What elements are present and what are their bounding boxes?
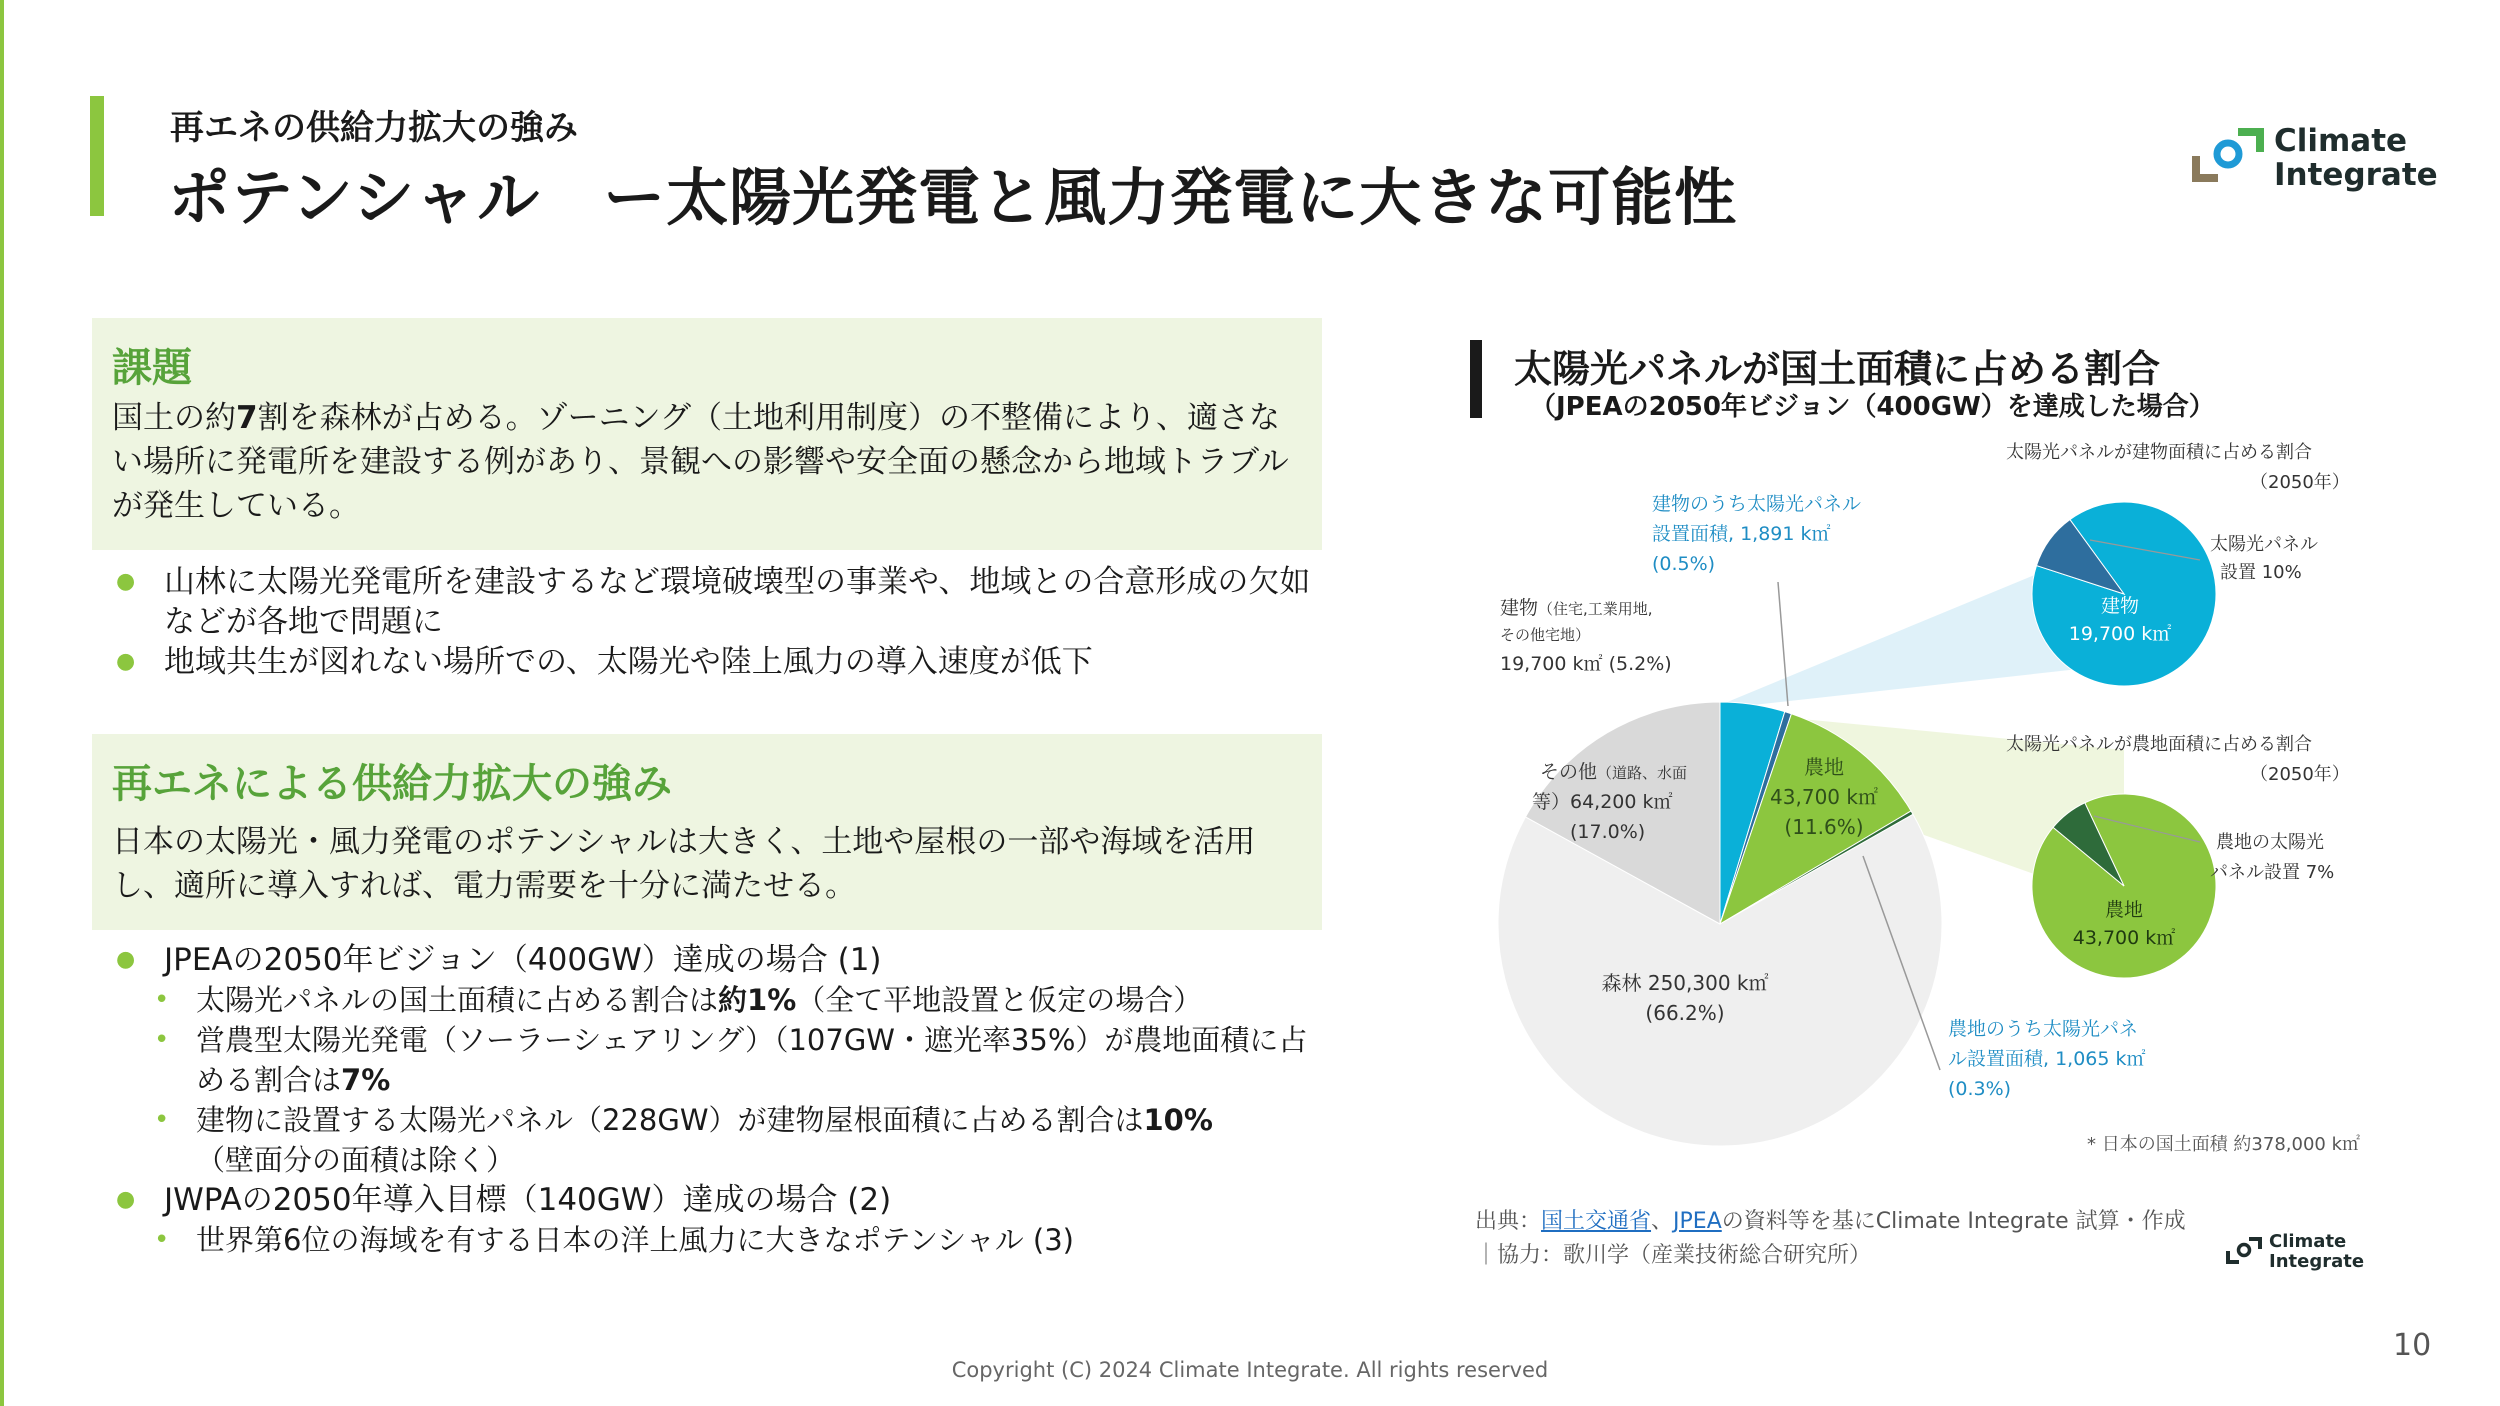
label-farm: 43,700 k㎡ [1770, 785, 1878, 809]
source-sep: 、 [1651, 1209, 1674, 1234]
strength-sub-bullet [112, 980, 1322, 1020]
strength-sub-bullet [112, 1100, 1322, 1180]
page-subtitle: 再エネの供給力拡大の強み [170, 108, 578, 148]
sub-text: 営農型太陽光発電（ソーラーシェアリング）（107GW・遮光率35%）が農地面積に占める割合は [196, 1023, 1308, 1097]
strength-sub-bullet: • 世界第6位の海域を有する日本の洋上風力に大きなポテンシャル (3) [112, 1220, 1322, 1260]
issue-text [112, 396, 1292, 528]
source-link-mlit[interactable]: 国土交通省 [1541, 1209, 1652, 1234]
issue-heading: 課題 [112, 345, 192, 391]
farm-pie [2032, 794, 2216, 978]
building-pie-label: 太陽光パネル [2210, 534, 2318, 555]
page-number: 10 [2393, 1328, 2432, 1363]
farm-pie-center: 43,700 k㎡ [2072, 927, 2176, 949]
label-farm-solar: ル設置面積, 1,065 k㎡ [1948, 1048, 2146, 1070]
label-forest: 森林 250,300 k㎡ [1601, 971, 1769, 995]
climate-integrate-logo-small [2225, 1232, 2385, 1276]
farm-pie-title: （2050年） [2250, 764, 2350, 785]
building-pie-label: 設置 10% [2220, 562, 2302, 583]
climate-integrate-logo [2190, 118, 2440, 198]
issue-box [92, 318, 1322, 550]
sub-bold: 7% [341, 1063, 391, 1097]
page-title: ポテンシャル ー太陽光発電と風力発電に大きな可能性 [168, 161, 1738, 234]
label-other: (17.0%) [1570, 821, 1646, 843]
building-pie [2032, 502, 2216, 686]
label-building: その他宅地） [1500, 626, 1591, 644]
farm-pie-label: 農地の太陽光 [2216, 832, 2324, 853]
building-pie-title: 太陽光パネルが建物面積に占める割合 [2006, 442, 2312, 463]
issue-text-bold: 7 [236, 400, 258, 436]
source-suffix: の資料等を基にClimate Integrate 試算・作成 [1721, 1209, 2186, 1234]
chart-footnote: * 日本の国土面積 約378,000 k㎡ [2086, 1134, 2360, 1155]
logo-mark-icon [2190, 118, 2270, 198]
sub-text: 建物に設置する太陽光パネル（228GW）が建物屋根面積に占める割合は [196, 1103, 1144, 1137]
logo-text-1: Climate [2274, 123, 2408, 159]
strength-heading: 再エネによる供給力拡大の強み [112, 761, 672, 807]
label-farm-solar: 農地のうち太陽光パネ [1948, 1018, 2139, 1040]
label-building: 建物（住宅,工業用地, [1500, 597, 1653, 619]
copyright: Copyright (C) 2024 Climate Integrate. All rights reserved [951, 1358, 1549, 1382]
logo-text-2: Integrate [2269, 1251, 2365, 1272]
land-area-chart [1470, 430, 2410, 1190]
strength-text: 日本の太陽光・風力発電のポテンシャルは大きく、土地や屋根の一部や海域を活用し、適所に導入すれば、電力需要を十分に満たせる。 [112, 824, 1256, 904]
label-building-solar: (0.5%) [1652, 553, 1716, 575]
farm-pie-label: パネル設置 7% [2210, 862, 2335, 883]
chart-subtitle: （JPEAの2050年ビジョン（400GW）を達成した場合） [1530, 392, 2215, 422]
building-pie-center: 建物 [2100, 595, 2140, 617]
issue-bullets [112, 562, 1312, 682]
logo-text-1: Climate [2269, 1231, 2347, 1252]
issue-text-1: 国土の約 [112, 400, 236, 436]
source-prefix: 出典： [1475, 1209, 1542, 1234]
label-building-solar: 建物のうち太陽光パネル [1652, 493, 1862, 515]
strength-bullets [112, 940, 1322, 1260]
sub-bold: 約1% [718, 983, 797, 1017]
label-building: 19,700 k㎡ (5.2%) [1500, 653, 1672, 675]
sub-text: （全て平地設置と仮定の場合） [796, 983, 1203, 1017]
sub-text: （壁面分の面積は除く） [196, 1143, 516, 1177]
title-accent-bar [90, 96, 104, 216]
strength-box [92, 734, 1322, 930]
farm-pie-center: 農地 [2104, 899, 2144, 921]
source-collaborator: ｜協力：歌川学（産業技術総合研究所） [1475, 1243, 1872, 1268]
strength-sub-bullet [112, 1020, 1322, 1100]
sub-text: 太陽光パネルの国土面積に占める割合は [196, 983, 719, 1017]
label-other: その他（道路、水面 [1540, 761, 1688, 783]
label-farm: 農地 [1804, 755, 1844, 779]
farm-pie-title: 太陽光パネルが農地面積に占める割合 [2006, 734, 2312, 755]
building-pie-center: 19,700 k㎡ [2068, 623, 2172, 645]
building-pie-title: （2050年） [2250, 472, 2350, 493]
left-accent-rule [0, 0, 4, 1406]
sub-bold: 10% [1143, 1103, 1213, 1137]
issue-bullet: ● 地域共生が図れない場所での、太陽光や陸上風力の導入速度が低下 [112, 642, 1312, 682]
label-farm: (11.6%) [1784, 815, 1864, 839]
strength-bullet: ● JWPAの2050年導入目標（140GW）達成の場合 (2) [112, 1180, 1322, 1220]
label-forest: (66.2%) [1645, 1001, 1725, 1025]
label-other: 等）64,200 k㎡ [1532, 791, 1673, 813]
logo-text-2: Integrate [2274, 157, 2438, 193]
issue-bullet: ● 山林に太陽光発電所を建設するなど環境破壊型の事業や、地域との合意形成の欠如などが各地で問題に [112, 562, 1312, 642]
issue-text-2: 割を森林が占める。ゾーニング（土地利用制度）の不整備により、適さない場所に発電所を建設する例があり、景観への影響や安全面の懸念から地域トラブルが発生している。 [112, 400, 1289, 524]
chart-title: 太陽光パネルが国土面積に占める割合 [1514, 347, 2161, 391]
logo-mark-icon [2225, 1232, 2265, 1272]
strength-bullet: ● JPEAの2050年ビジョン（400GW）達成の場合 (1) [112, 940, 1322, 980]
source-link-jpea[interactable]: JPEA [1673, 1209, 1722, 1234]
chart-accent-bar [1470, 340, 1482, 418]
label-building-solar: 設置面積, 1,891 k㎡ [1652, 523, 1831, 545]
label-farm-solar: (0.3%) [1948, 1078, 2012, 1100]
source-note [1475, 1205, 2186, 1273]
